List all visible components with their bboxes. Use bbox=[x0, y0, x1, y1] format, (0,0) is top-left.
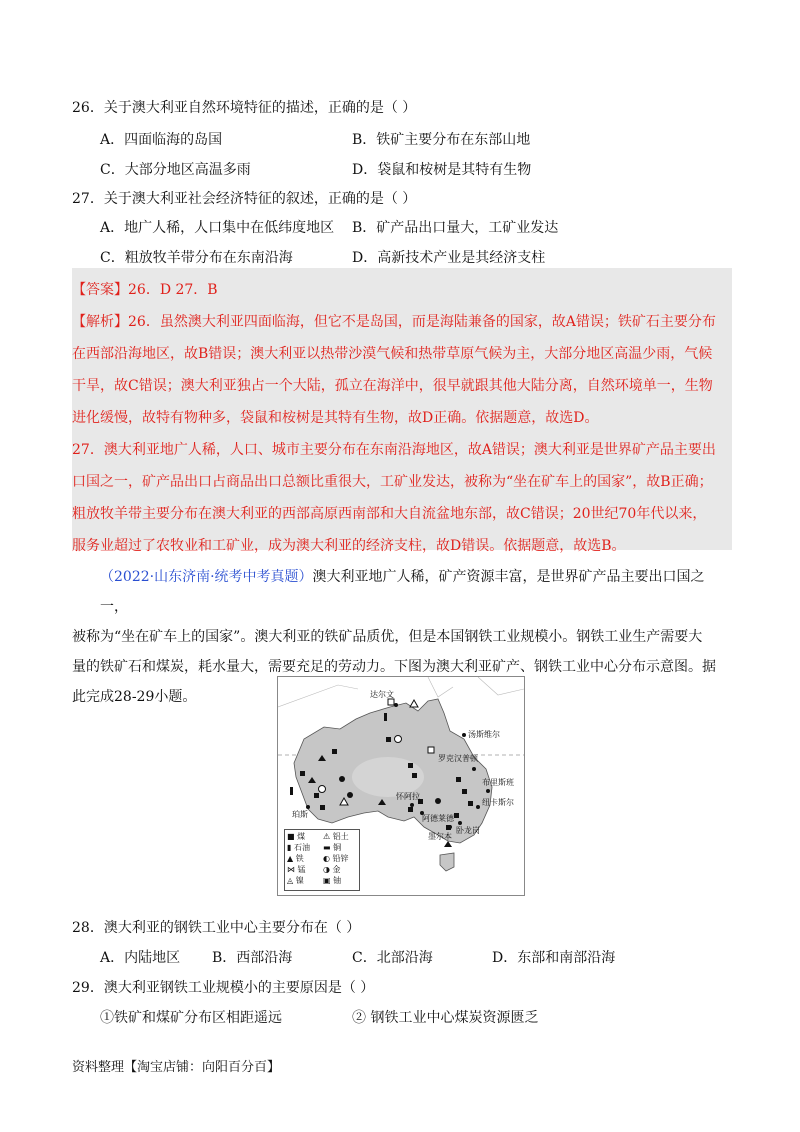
legend-item-nickel: ◬ 镍 bbox=[287, 876, 304, 885]
city-label: 怀阿拉 bbox=[396, 792, 420, 801]
city-label: 墨尔本 bbox=[428, 832, 452, 841]
q26-stem: 26．关于澳大利亚自然环境特征的描述，正确的是（ ） bbox=[72, 100, 417, 116]
q26-option-b: B．铁矿主要分布在东部山地 bbox=[352, 132, 531, 148]
passage-source: （2022·山东济南·统考中考真题） bbox=[100, 569, 313, 585]
legend-item-uranium: ▣ 铀 bbox=[323, 876, 342, 885]
city-label: 珀斯 bbox=[292, 810, 308, 819]
city-label: 布里斯班 bbox=[482, 778, 514, 787]
analysis-line: 进化缓慢，故特有物种多，袋鼠和桉树是其特有生物，故D正确。依据题意，故选D。 bbox=[72, 410, 599, 426]
passage-text: 此完成28-29小题。 bbox=[72, 689, 197, 705]
passage-text: 澳大利亚地广人稀，矿产资源丰富，是世界矿产品主要出口国之一， bbox=[100, 569, 705, 615]
legend-item-iron: ▲ 铁 bbox=[287, 854, 304, 863]
q28-option-a: A．内陆地区 bbox=[100, 950, 181, 966]
q26-option-a: A．四面临海的岛国 bbox=[100, 132, 223, 148]
australia-mineral-map bbox=[277, 676, 525, 896]
q28-option-c: C．北部沿海 bbox=[352, 950, 433, 966]
analysis-line: 粗放牧羊带主要分布在澳大利亚的西部高原西南部和大自流盆地东部，故C错误；20世纪70年代以来， bbox=[72, 506, 707, 522]
map-legend bbox=[284, 829, 360, 891]
footer-source: 资料整理【淘宝店铺：向阳百分百】 bbox=[72, 1060, 281, 1075]
answer-line: 【答案】26．D 27．B bbox=[72, 282, 218, 298]
legend-item-gold: ◑ 金 bbox=[323, 865, 341, 874]
analysis-line: 【解析】26．虽然澳大利亚四面临海，但它不是岛国，而是海陆兼备的国家，故A错误；铁矿石主要分布 bbox=[72, 314, 716, 330]
analysis-line: 服务业超过了农牧业和工矿业，成为澳大利亚的经济支柱，故D错误。依据题意，故选B。 bbox=[72, 538, 626, 554]
legend-item-lead-zinc: ◐ 铅锌 bbox=[323, 854, 349, 863]
city-label: 达尔文 bbox=[370, 690, 394, 699]
q28-option-b: B．西部沿海 bbox=[212, 950, 293, 966]
q26-option-d: D．袋鼠和桉树是其特有生物 bbox=[352, 162, 532, 178]
legend-item-manganese: ⋈ 锰 bbox=[287, 865, 306, 874]
passage-text: 被称为“坐在矿车上的国家”。澳大利亚的铁矿品质优，但是本国钢铁工业规模小。钢铁工业生产需要大 bbox=[72, 629, 703, 645]
legend-item-oil: ▮ 石油 bbox=[287, 843, 310, 852]
q26-option-c: C．大部分地区高温多雨 bbox=[100, 162, 251, 178]
passage-text: 量的铁矿石和煤炭，耗水量大，需要充足的劳动力。下图为澳大利亚矿产、钢铁工业中心分布示意图。据 bbox=[72, 659, 716, 675]
q27-stem: 27．关于澳大利亚社会经济特征的叙述，正确的是（ ） bbox=[72, 191, 417, 207]
legend-item-bauxite: ⚠ 铝土 bbox=[323, 832, 349, 841]
city-label: 汤斯维尔 bbox=[468, 730, 500, 739]
city-label: 罗克汉普顿 bbox=[438, 754, 478, 763]
city-label: 阿德莱德 bbox=[422, 814, 454, 823]
q29-option-1: ①铁矿和煤矿分布区相距遥远 bbox=[100, 1010, 282, 1026]
legend-item-copper: ▬ 铜 bbox=[323, 843, 342, 852]
answer-analysis bbox=[72, 274, 730, 562]
q27-option-d: D．高新技术产业是其经济支柱 bbox=[352, 250, 546, 266]
q29-option-2: ② 钢铁工业中心煤炭资源匮乏 bbox=[352, 1010, 539, 1026]
q28-stem: 28．澳大利亚的钢铁工业中心主要分布在（ ） bbox=[72, 920, 361, 936]
q27-option-b: B．矿产品出口量大，工矿业发达 bbox=[352, 220, 559, 236]
analysis-line: 在西部沿海地区，故B错误；澳大利亚以热带沙漠气候和热带草原气候为主，大部分地区高温少雨，气候 bbox=[72, 346, 713, 362]
q28-option-d: D．东部和南部沿海 bbox=[492, 950, 616, 966]
city-label: 卧龙岗 bbox=[456, 826, 480, 835]
q27-option-a: A．地广人稀，人口集中在低纬度地区 bbox=[100, 220, 335, 236]
q27-option-c: C．粗放牧羊带分布在东南沿海 bbox=[100, 250, 293, 266]
analysis-line: 27．澳大利亚地广人稀，人口、城市主要分布在东南沿海地区，故A错误；澳大利亚是世界矿产品主要出 bbox=[72, 442, 716, 458]
q29-stem: 29．澳大利亚钢铁工业规模小的主要原因是（ ） bbox=[72, 980, 375, 996]
analysis-line: 干旱，故C错误；澳大利亚独占一个大陆，孤立在海洋中，很早就跟其他大陆分离，自然环境单一，生物 bbox=[72, 378, 713, 394]
city-label: 纽卡斯尔 bbox=[482, 798, 514, 807]
legend-item-coal: ■ 煤 bbox=[287, 832, 306, 841]
analysis-line: 口国之一，矿产品出口占商品出口总额比重很大，工矿业发达，被称为“坐在矿车上的国家”，故B正确； bbox=[72, 474, 713, 490]
